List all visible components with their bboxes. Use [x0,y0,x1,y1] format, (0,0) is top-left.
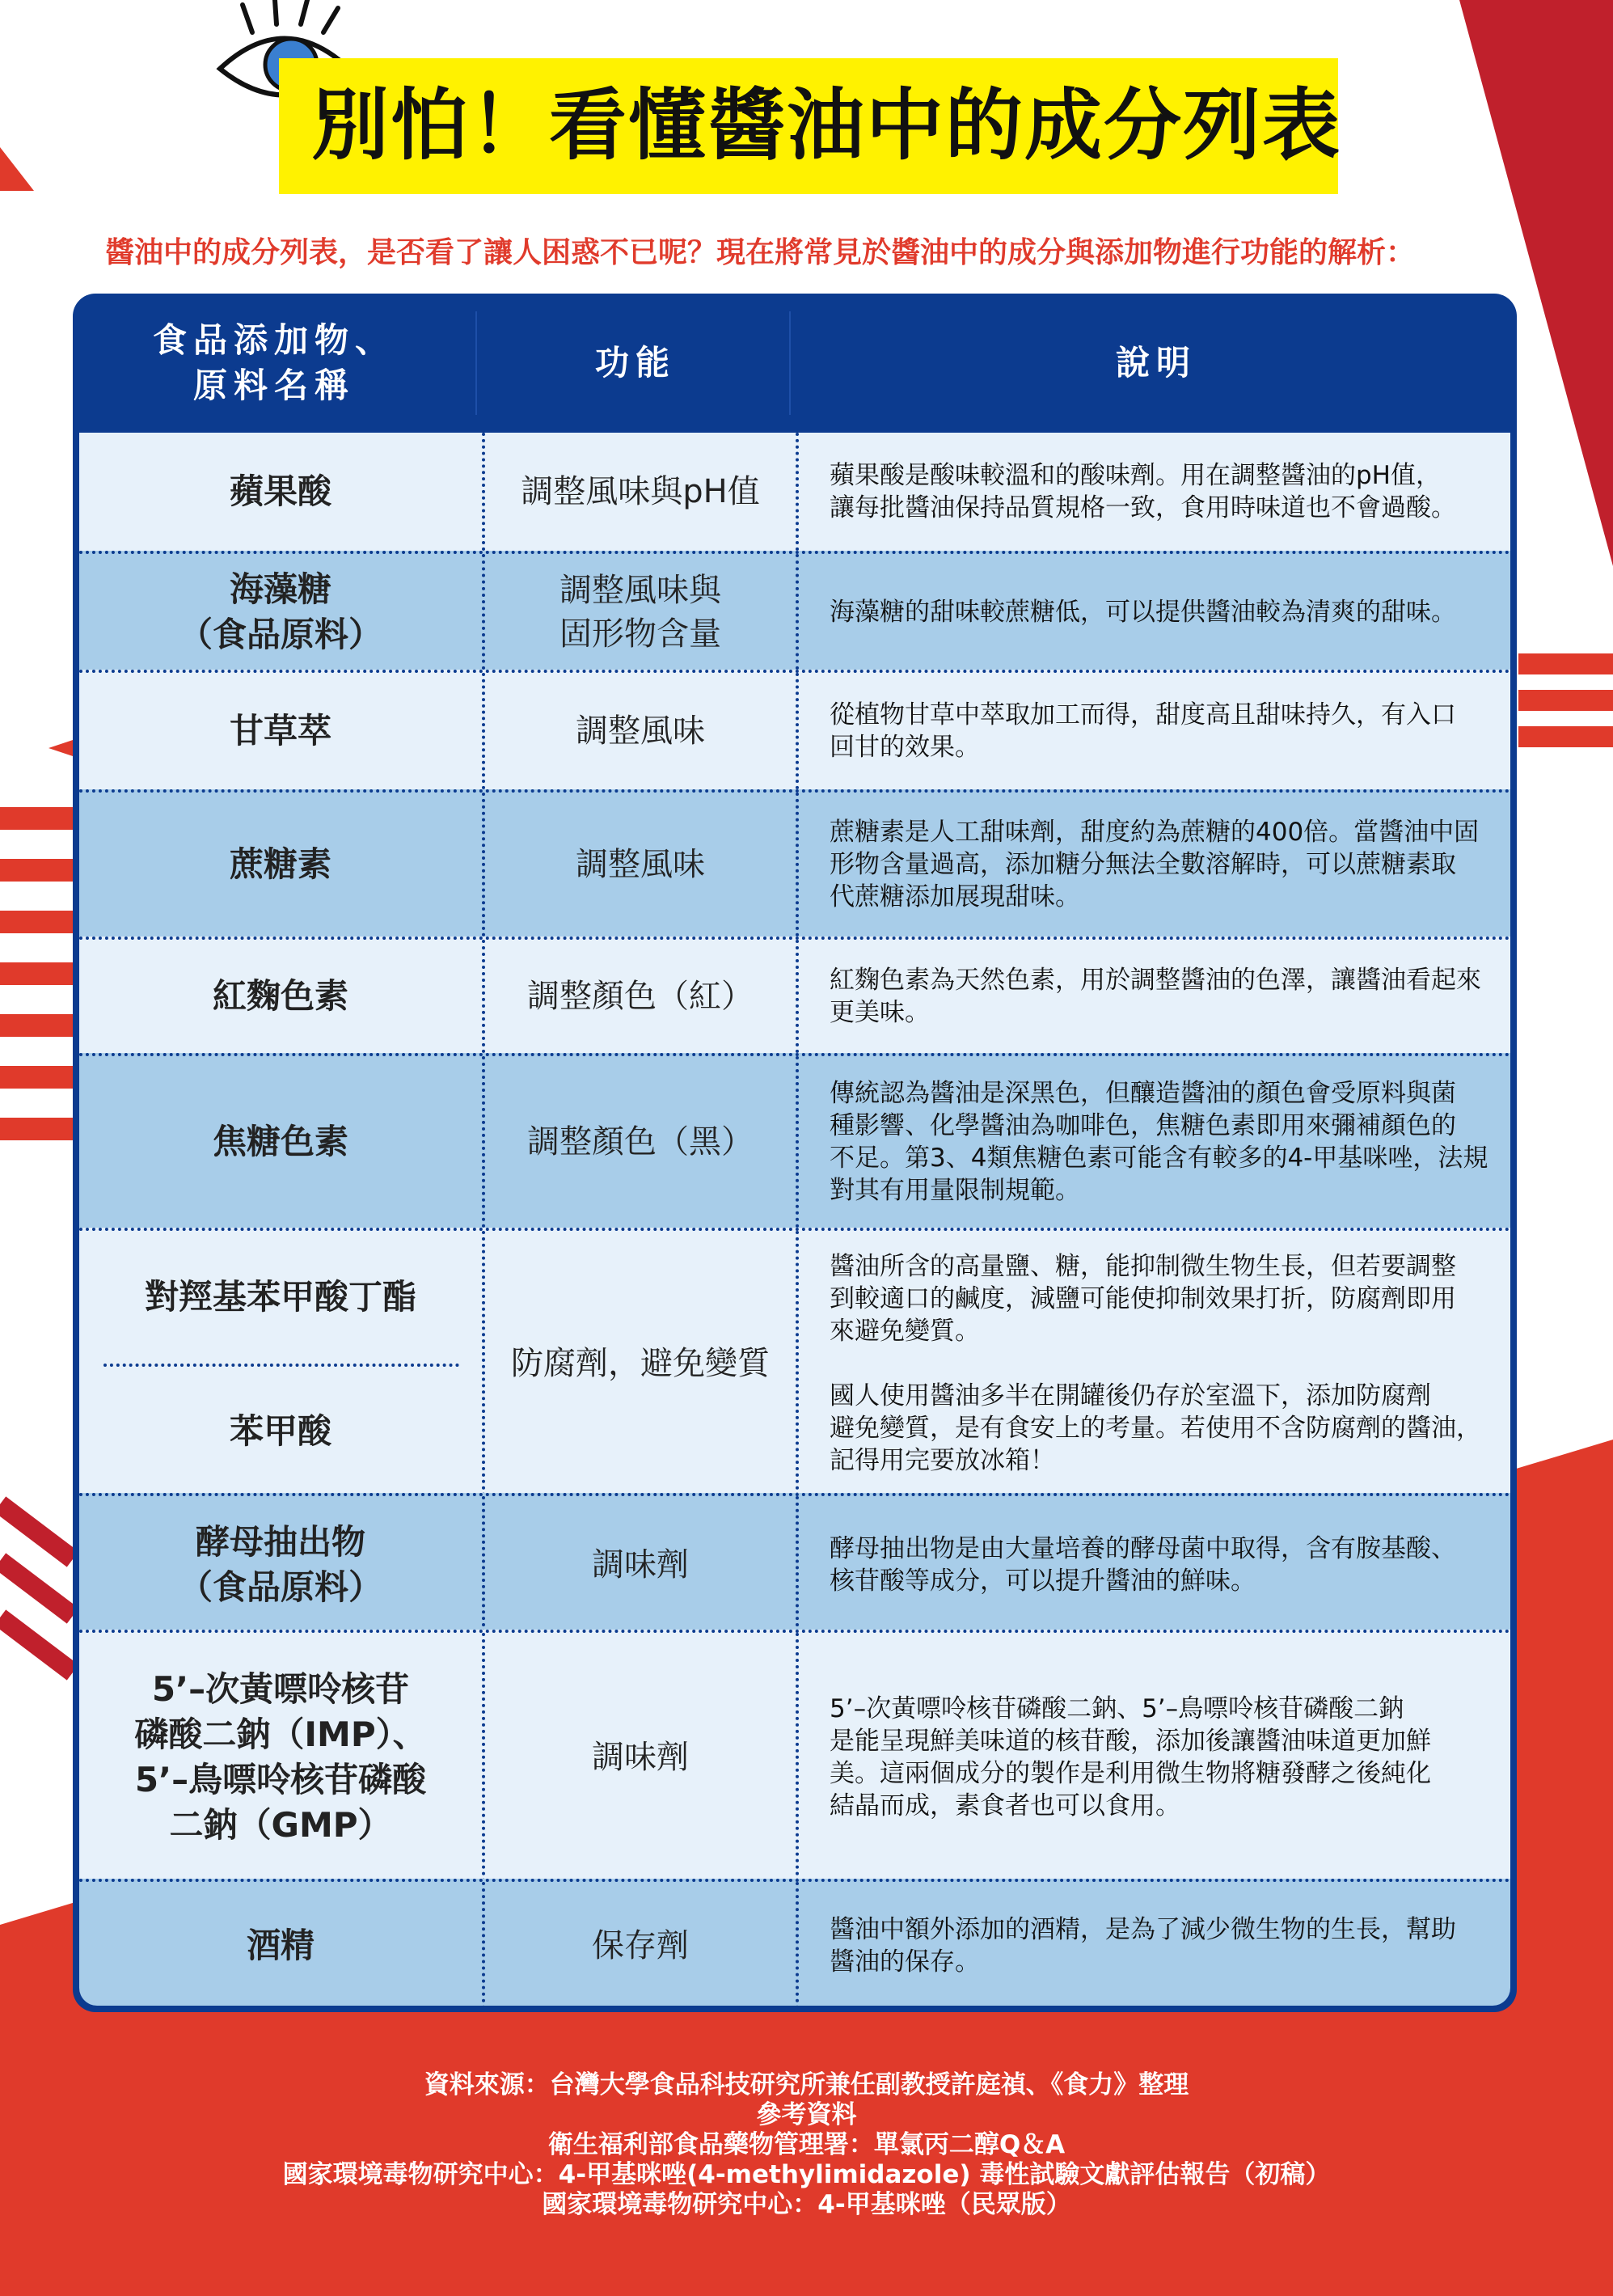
table-row [79,1228,1510,1496]
ingredient-name: 5’–次黃嘌呤核苷 磷酸二鈉（IMP）、 5’–鳥嘌呤核苷磷酸 二鈉（GMP） [134,1669,427,1845]
ingredient-name: 苯甲酸 [229,1411,331,1451]
header-description: 說明 [1115,343,1197,383]
ingredient-function: 調整風味 [482,673,796,789]
source-credit: 資料來源：台灣大學食品科技研究所兼任副教授許庭禎、《食力》整理 [424,2070,1189,2099]
left-chevrons [0,1504,73,1672]
ingredient-description: 醬油所含的高量鹽、糖，能抑制微生物生長，但若要調整 到較適口的鹹度，減鹽可能使抑制效果打折，防腐劑即用 來避免變質。 國人使用醬油多半在開罐後仍存於室溫下，添加防腐劑 避免變質，是有食安上的考量。若使用不含防腐劑的醬油， 記得用完要放冰箱！ [796,1231,1510,1496]
reference-item: 衛生福利部食品藥物管理署：單氯丙二醇Q＆A [547,2130,1066,2159]
footer-sources [0,2070,1613,2220]
ingredient-table [73,294,1517,2012]
table-row [79,937,1510,1053]
ingredient-description: 蘋果酸是酸味較溫和的酸味劑。用在調整醬油的pH值， 讓每批醬油保持品質規格一致，食用時味道也不會過酸。 [796,433,1510,551]
references-heading: 參考資料 [756,2100,857,2129]
reference-item: 國家環境毒物研究中心：4-甲基咪唑（民眾版） [542,2190,1071,2219]
ingredient-description: 從植物甘草中萃取加工而得，甜度高且甜味持久，有入口 回甘的效果。 [796,673,1510,789]
table-body [79,433,1510,2006]
table-row [79,1630,1510,1882]
ingredient-name: 酒精 [246,1925,315,1965]
top-left-red-triangle [0,147,34,191]
page-subtitle: 醬油中的成分列表，是否看了讓人困惑不已呢？現在將常見於醬油中的成分與添加物進行功能的解析： [105,236,1416,269]
ingredient-function: 調整顏色（黑） [482,1056,796,1228]
table-row [79,1493,1510,1633]
ingredient-description: 醬油中額外添加的酒精，是為了減少微生物的生長，幫助 醬油的保存。 [796,1882,1510,2006]
ingredient-function: 調整風味與 固形物含量 [482,554,796,670]
table-header [73,294,1517,433]
ingredient-function: 調味劑 [482,1496,796,1633]
ingredient-name: 焦糖色素 [212,1122,348,1161]
ingredient-name: 海藻糖 （食品原料） [178,569,382,654]
ingredient-description: 紅麴色素為天然色素，用於調整醬油的色澤，讓醬油看起來 更美味。 [796,940,1510,1053]
ingredient-name: 蔗糖素 [229,844,331,884]
ingredient-name: 酵母抽出物 （食品原料） [178,1521,382,1607]
header-name: 食品添加物、 原料名稱 [152,320,395,405]
header-function: 功能 [594,343,676,383]
ingredient-description: 傳統認為醬油是深黑色，但釀造醬油的顏色會受原料與菌 種影響、化學醬油為咖啡色，焦糖色素即用來彌補顏色的 不足。第3、4類焦糖色素可能含有較多的4-甲基咪唑，法規 對其有用量限制規範。 [796,1056,1510,1228]
right-red-stripes [1518,653,1613,747]
ingredient-function: 保存劑 [482,1882,796,2006]
ingredient-function: 調整風味 [482,793,796,937]
table-row [79,1879,1510,2006]
ingredient-description: 蔗糖素是人工甜味劑，甜度約為蔗糖的400倍。當醬油中固 形物含量過高，添加糖分無法全數溶解時，可以蔗糖素取 代蔗糖添加展現甜味。 [796,793,1510,937]
ingredient-name: 紅麴色素 [212,976,348,1016]
ingredient-function: 調味劑 [482,1633,796,1882]
ingredient-name: 甘草萃 [229,711,331,751]
ingredient-function: 調整顏色（紅） [482,940,796,1053]
ingredient-description: 海藻糖的甜味較蔗糖低，可以提供醬油較為清爽的甜味。 [796,554,1510,670]
reference-item: 國家環境毒物研究中心：4-甲基咪唑(4-methylimidazole) 毒性試驗文獻評估報告（初稿） [282,2160,1331,2189]
left-red-stripes [0,807,73,1140]
header-divider [789,311,791,415]
page-title: 別怕！看懂醬油中的成分列表 [311,79,1341,171]
ingredient-name: 蘋果酸 [229,471,331,511]
table-row [79,670,1510,789]
table-row [79,789,1510,937]
table-row [79,551,1510,670]
ingredient-function: 防腐劑，避免變質 [482,1231,796,1496]
ingredient-description: 5’–次黃嘌呤核苷磷酸二鈉、5’–鳥嘌呤核苷磷酸二鈉 是能呈現鮮美味道的核苷酸，添加後讓醬油味道更加鮮 美。這兩個成分的製作是利用微生物將糖發酵之後純化 結晶而成，素食者也可以食用。 [796,1633,1510,1882]
table-row [79,433,1510,551]
left-red-triangle-small [49,740,73,756]
ingredient-name: 對羥基苯甲酸丁酯 [144,1277,416,1317]
ingredient-description: 酵母抽出物是由大量培養的酵母菌中取得，含有胺基酸、 核苷酸等成分，可以提升醬油的鮮味。 [796,1496,1510,1633]
table-row [79,1053,1510,1228]
ingredient-function: 調整風味與pH值 [482,433,796,551]
